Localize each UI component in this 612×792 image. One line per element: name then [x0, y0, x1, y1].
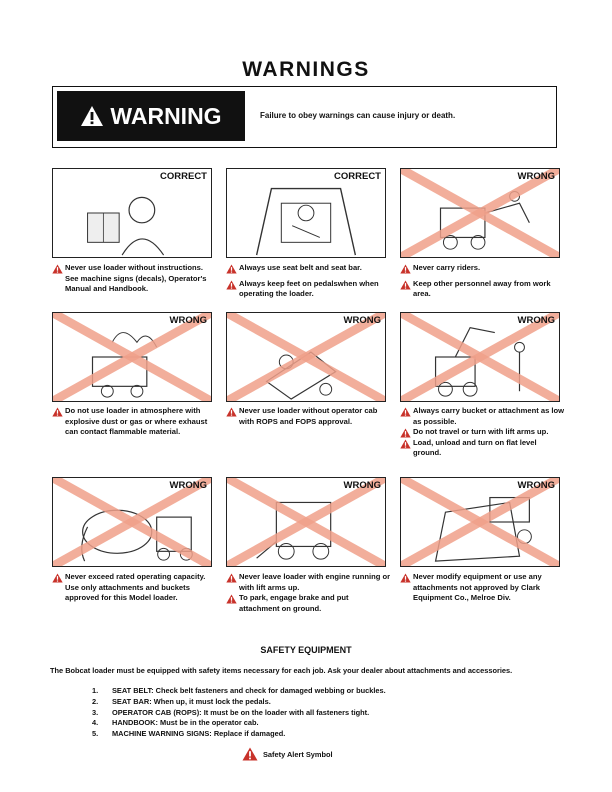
panel-verdict-label: WRONG [343, 315, 381, 326]
safety-alert-icon [400, 407, 411, 421]
warning-badge [57, 91, 245, 141]
safety-alert-icon [400, 439, 411, 453]
list-item: 1. SEAT BELT: Check belt fasteners and check for damaged webbing or buckles. [92, 686, 386, 695]
panel-caption [400, 406, 565, 459]
safety-equipment-intro: The Bobcat loader must be equipped with safety items necessary for each job. Ask your dealer about attachments and accessories. [50, 666, 513, 675]
caption-line: Load, unload and turn on flat level ground. [400, 438, 565, 459]
caption-line: To park, engage brake and put attachment on ground. [226, 593, 391, 614]
panel-verdict-label: WRONG [343, 480, 381, 491]
safety-alert-legend-label: Safety Alert Symbol [263, 749, 333, 759]
panel-illustration [53, 478, 211, 566]
panel-caption [226, 406, 391, 427]
panel-verdict-label: WRONG [169, 315, 207, 326]
warning-panel [226, 168, 386, 258]
safety-alert-icon [52, 573, 63, 587]
panel-illustration [401, 478, 559, 566]
panel-caption [226, 572, 391, 614]
caption-line: Never leave loader with engine running or with lift arms up. [226, 572, 391, 593]
safety-alert-icon [226, 407, 237, 421]
list-item: 2. SEAT BAR: When up, it must lock the pedals. [92, 696, 271, 706]
panel-verdict-label: WRONG [517, 171, 555, 182]
caption-line: Keep other personnel away from work area. [400, 279, 565, 300]
panel-caption [226, 263, 391, 300]
safety-equipment-title: SAFETY EQUIPMENT [260, 645, 352, 655]
list-item: 4. HANDBOOK: Must be in the operator cab. [92, 718, 259, 728]
list-item: 5. MACHINE WARNING SIGNS: Replace if damaged. [92, 729, 286, 739]
panel-caption [52, 572, 217, 604]
panel-illustration [53, 169, 211, 257]
panel-illustration [401, 313, 559, 401]
caption-line: Always keep feet on pedalswhen when operating the loader. [226, 279, 391, 300]
panel-illustration [227, 169, 385, 257]
warning-banner-text: Failure to obey warnings can cause injury or death. [260, 111, 456, 120]
caption-line: Never use loader without operator cab with ROPS and FOPS approval. [226, 406, 391, 427]
caption-line: Never use loader without instructions. See machine signs (decals), Operator's Manual and Handbook. [52, 263, 217, 295]
panel-verdict-label: CORRECT [160, 171, 207, 182]
safety-alert-icon [226, 280, 237, 294]
panel-caption [52, 263, 217, 295]
caption-line: Always carry bucket or attachment as low as possible. [400, 406, 565, 427]
safety-alert-icon [400, 280, 411, 294]
warning-panel [226, 312, 386, 402]
safety-alert-icon [400, 264, 411, 278]
safety-alert-legend [242, 747, 333, 761]
caption-line: Always use seat belt and seat bar. [226, 263, 391, 274]
panel-illustration [227, 478, 385, 566]
safety-equipment-list [92, 686, 386, 740]
page-title: WARNINGS [242, 58, 370, 81]
warning-panel [400, 477, 560, 567]
panel-caption [400, 263, 565, 300]
panel-caption [52, 406, 217, 438]
safety-alert-icon [52, 407, 63, 421]
safety-alert-icon [52, 264, 63, 278]
panel-verdict-label: CORRECT [334, 171, 381, 182]
caption-line: Never exceed rated operating capacity. Use only attachments and buckets approved for this Model loader. [52, 572, 217, 604]
warning-panel [52, 168, 212, 258]
warning-panel [52, 477, 212, 567]
panel-illustration [53, 313, 211, 401]
panel-caption [400, 572, 565, 604]
warning-panel [52, 312, 212, 402]
warning-banner [52, 86, 557, 148]
warning-panel [226, 477, 386, 567]
safety-alert-icon [400, 573, 411, 587]
safety-alert-icon [226, 264, 237, 278]
safety-alert-icon [242, 747, 258, 761]
warning-panel [400, 168, 560, 258]
safety-alert-icon [226, 594, 237, 608]
caption-line: Never carry riders. [400, 263, 565, 274]
panel-illustration [401, 169, 559, 257]
warning-panel [400, 312, 560, 402]
alert-triangle-icon [80, 105, 104, 127]
panel-illustration [227, 313, 385, 401]
panel-verdict-label: WRONG [517, 480, 555, 491]
caption-line: Do not use loader in atmosphere with explosive dust or gas or where exhaust can contact flammable material. [52, 406, 217, 438]
caption-line: Do not travel or turn with lift arms up. [400, 427, 565, 438]
list-item: 3. OPERATOR CAB (ROPS): It must be on the loader with all fasteners tight. [92, 707, 370, 717]
panel-verdict-label: WRONG [517, 315, 555, 326]
caption-line: Never modify equipment or use any attachments not approved by Clark Equipment Co., Melroe Div. [400, 572, 565, 604]
warning-badge-label: WARNING [110, 102, 222, 129]
safety-alert-icon [226, 573, 237, 587]
panel-verdict-label: WRONG [169, 480, 207, 491]
